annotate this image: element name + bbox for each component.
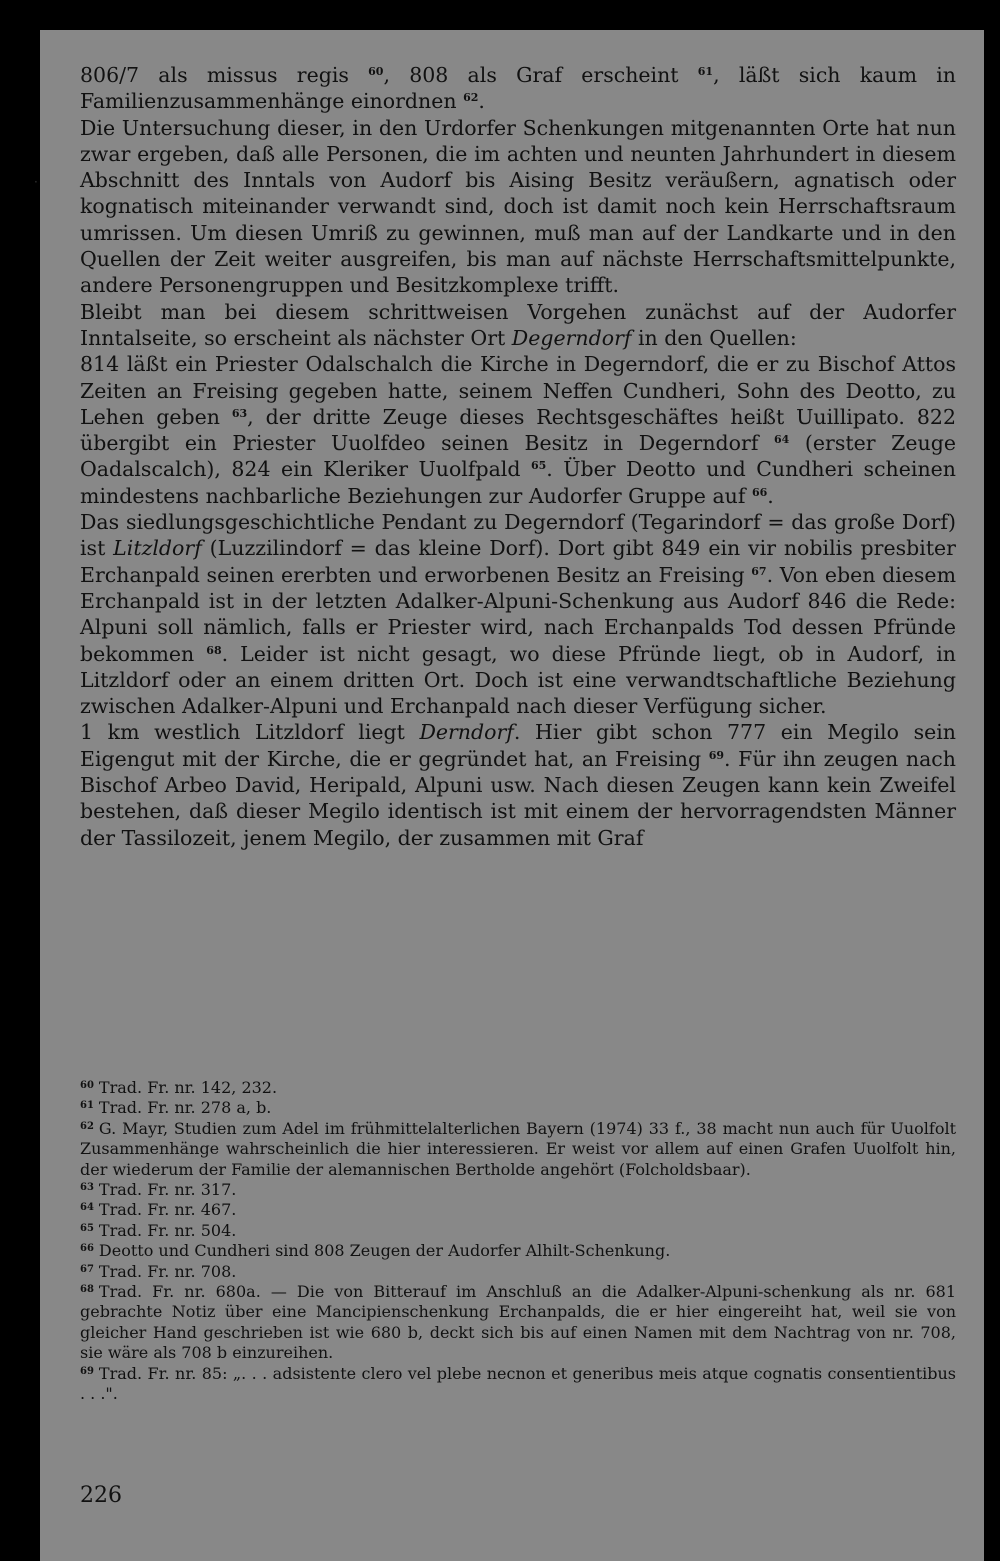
footnote-number: 60 bbox=[80, 1080, 94, 1091]
footnote-number: 61 bbox=[80, 1100, 94, 1112]
book-page bbox=[34, 30, 984, 1561]
footnote-text: Trad. Fr. nr. 85: „. . . adsistente clero vel plebe necnon et generibus meis atque cognatis consentientibus . . .". bbox=[80, 1363, 956, 1404]
text-run: , läßt sich kaum in Familienzusammenhänge einordnen bbox=[80, 63, 956, 114]
text-run: . bbox=[478, 89, 485, 114]
footnote-ref: 68 bbox=[206, 643, 222, 657]
text-run: (Luzzilindorf = das kleine Dorf). Dort gibt 849 ein vir nobilis presbiter Erchanpald seinen ererbten und erworbenen Besitz an Freising bbox=[80, 536, 956, 587]
text-run: Das siedlungsgeschichtliche Pendant zu Degerndorf (Tegarindorf = das große Dorf) ist bbox=[80, 510, 956, 561]
main-text bbox=[80, 62, 956, 851]
text-run: . Hier gibt schon 777 ein Megilo sein Eigengut mit der Kirche, die er gegründet hat, an Freising bbox=[80, 720, 956, 771]
footnote-number: 67 bbox=[80, 1263, 94, 1275]
text-run: 814 läßt ein Priester Odalschalch die Kirche in Degerndorf, die er zu Bischof Attos Zeiten an Freising gegeben hatte, seinem Neffen Cundheri, Sohn des Deotto, zu Lehen geben bbox=[80, 352, 956, 429]
footnote bbox=[80, 1119, 956, 1180]
footnote-text: Trad. Fr. nr. 467. bbox=[98, 1200, 237, 1220]
text-run: . Von eben diesem Erchanpald ist in der letzten Adalker-Alpuni-Schenkung aus Audorf 846 die Rede: Alpuni soll nämlich, falls er Priester wird, nach Erchanpalds Tod dessen Pfründe bekommen bbox=[80, 562, 957, 666]
footnote-text: G. Mayr, Studien zum Adel im frühmittelalterlichen Bayern (1974) 33 f., 38 macht nun auch für Uuolfolt Zusammenhänge wahrscheinlich die hier interessieren. Er weist vor allem auf einen Grafen Uuolfolt hin, der wiederum der Familie der alemannischen Bertholde angehört (Folcholdsbaar). bbox=[80, 1118, 956, 1179]
place-name: Degerndorf bbox=[511, 325, 632, 350]
footnote bbox=[80, 1364, 956, 1405]
footnote bbox=[80, 1241, 956, 1261]
margin-mark: · bbox=[34, 175, 38, 189]
footnote bbox=[80, 1180, 956, 1200]
paragraph bbox=[80, 351, 956, 509]
paragraph bbox=[80, 115, 956, 299]
footnote-ref: 67 bbox=[751, 564, 767, 578]
text-run: 1 km westlich Litzldorf liegt bbox=[80, 720, 420, 745]
paragraph bbox=[80, 509, 956, 719]
footnote-ref: 64 bbox=[774, 433, 790, 447]
text-run: . Leider ist nicht gesagt, wo diese Pfründe liegt, ob in Audorf, in Litzldorf oder an einem dritten Ort. Doch ist eine verwandtschaftliche Beziehung zwischen Adalker-Alpuni und Erchanpald nach dieser Verfügung sicher. bbox=[80, 641, 956, 719]
text-run: . Für ihn zeugen nach Bischof Arbeo David, Heripald, Alpuni usw. Nach diesen Zeugen kann kein Zweifel bestehen, daß dieser Megilo identisch ist mit einem der hervorragendsten Männer der Tassilozeit, jenem Megilo, der zusammen mit Graf bbox=[80, 746, 956, 850]
page-number: 226 bbox=[80, 1483, 122, 1508]
paragraph bbox=[80, 719, 956, 850]
paragraph bbox=[80, 62, 956, 115]
text-run: in den Quellen: bbox=[631, 325, 797, 350]
footnote-number: 62 bbox=[80, 1120, 94, 1132]
footnote-text: Trad. Fr. nr. 142, 232. bbox=[98, 1078, 278, 1097]
footnote-number: 66 bbox=[80, 1243, 94, 1255]
footnote-ref: 66 bbox=[751, 485, 768, 499]
footnote-text: Trad. Fr. nr. 680a. — Die von Bitterauf im Anschluß an die Adalker-Alpuni-schenkung als nr. 681 gebrachte Notiz über eine Mancipienschenkung Erchanpalds, die er hier eingereiht hat, weil sie von gleicher Hand geschrieben ist wie 680 b, deckt sich bis auf einen Namen mit dem Nachtrag von nr. 708, sie wäre als 708 b einzureihen. bbox=[80, 1282, 956, 1363]
footnote-text: Trad. Fr. nr. 317. bbox=[98, 1180, 237, 1200]
text-run: . bbox=[767, 483, 774, 508]
footnote bbox=[80, 1262, 956, 1282]
footnote-ref: 62 bbox=[463, 91, 479, 105]
footnote-number: 68 bbox=[80, 1284, 94, 1296]
footnote-text: Trad. Fr. nr. 708. bbox=[98, 1261, 237, 1281]
footnote-text: Deotto und Cundheri sind 808 Zeugen der Audorfer Alhilt-Schenkung. bbox=[98, 1241, 671, 1261]
footnote-ref: 63 bbox=[231, 406, 248, 420]
text-run: Bleibt man bei diesem schrittweisen Vorgehen zunächst auf der Audorfer Inntalseite, so erscheint als nächster Ort bbox=[80, 299, 956, 350]
footnote-text: Trad. Fr. nr. 504. bbox=[98, 1220, 237, 1240]
place-name: Litzldorf bbox=[113, 536, 202, 561]
footnote-ref: 65 bbox=[530, 459, 547, 473]
footnote-ref: 60 bbox=[368, 65, 384, 78]
footnote-number: 65 bbox=[80, 1222, 94, 1234]
place-name: Derndorf bbox=[419, 720, 514, 745]
paragraph bbox=[80, 299, 956, 352]
text-run: (erster Zeuge Oadalscalch), 824 ein Kleriker Uuolfpald bbox=[80, 431, 956, 482]
footnote bbox=[80, 1200, 956, 1220]
footnote bbox=[80, 1078, 956, 1098]
text-run: , 808 als Graf erscheint bbox=[383, 63, 698, 87]
text-run: 806/7 als missus regis bbox=[80, 63, 369, 87]
footnote-number: 63 bbox=[80, 1182, 94, 1194]
footnote bbox=[80, 1098, 956, 1118]
footnote bbox=[80, 1221, 956, 1241]
text-run: Die Untersuchung dieser, in den Urdorfer Schenkungen mitgenannten Orte hat nun zwar ergeben, daß alle Personen, die im achten und neunten Jahrhundert in diesem Abschnitt des Inntals von Audorf bis Aising Besitz veräußern, agnatisch oder kognatisch miteinander verwandt sind, doch ist damit noch kein Herrschaftsraum umrissen. Um diesen Umriß zu gewinnen, muß man auf der Landkarte und in den Quellen der Zeit weiter ausgreifen, bis man auf nächste Herrschaftsmittelpunkte, andere Personengruppen und Besitzkomplexe trifft. bbox=[80, 115, 956, 298]
footnotes bbox=[80, 1078, 956, 1405]
footnote-text: Trad. Fr. nr. 278 a, b. bbox=[98, 1098, 272, 1118]
text-run: . Über Deotto und Cundheri scheinen mindestens nachbarliche Beziehungen zur Audorfer Gruppe auf bbox=[80, 457, 956, 508]
footnote-ref: 61 bbox=[697, 65, 714, 78]
footnote-ref: 69 bbox=[708, 748, 725, 762]
footnote-number: 64 bbox=[80, 1202, 94, 1214]
footnote bbox=[80, 1282, 956, 1364]
text-run: , der dritte Zeuge dieses Rechtsgeschäftes heißt Uuillipato. 822 übergibt ein Priester Uuolfdeo seinen Besitz in Degerndorf bbox=[80, 404, 956, 456]
footnote-number: 69 bbox=[80, 1365, 94, 1377]
